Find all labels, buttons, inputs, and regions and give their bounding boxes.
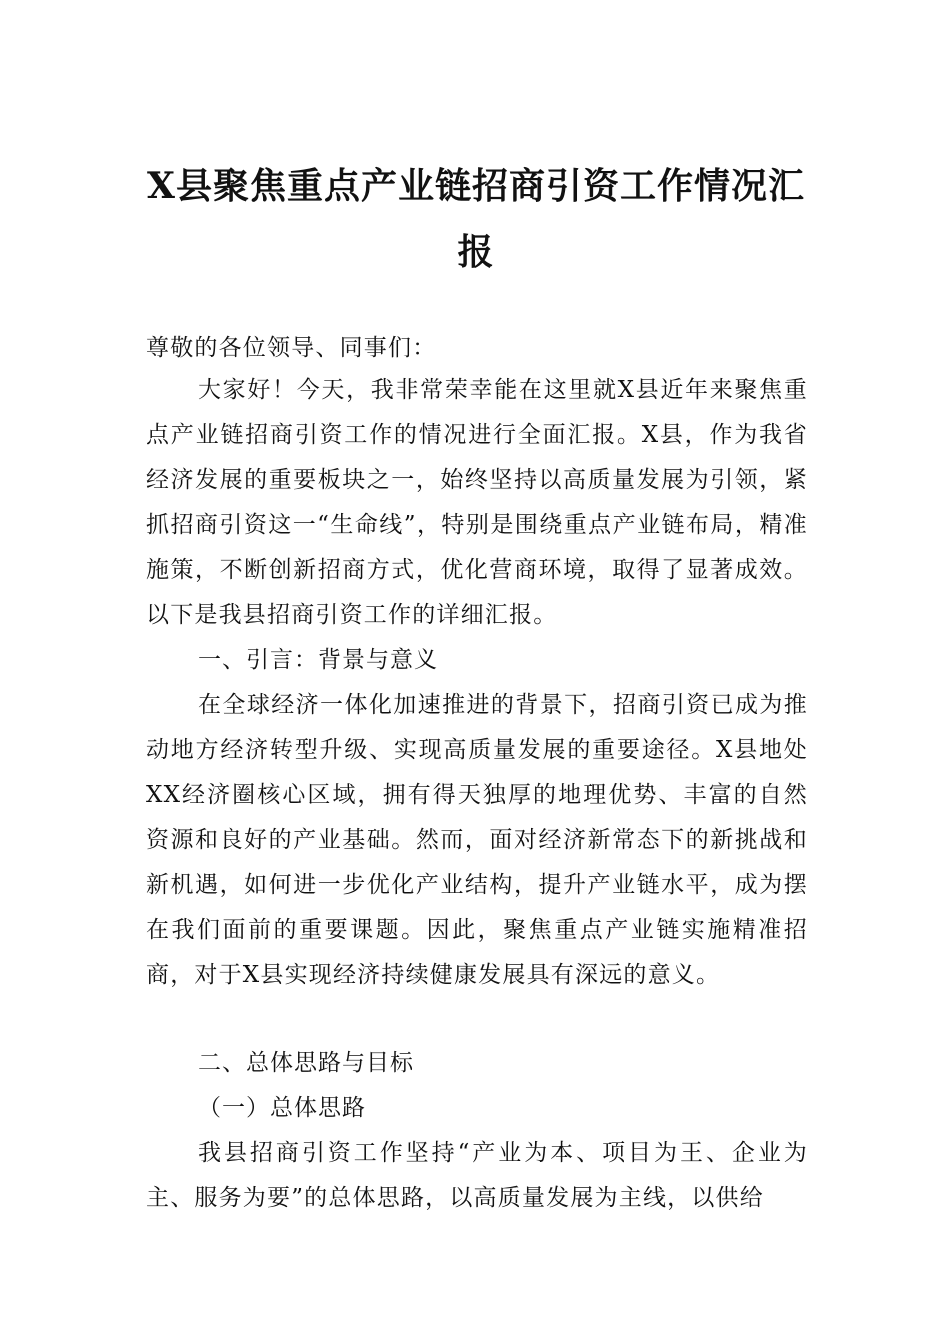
salutation: 尊敬的各位领导、同事们：	[146, 335, 437, 361]
document-title-line-1: X县聚焦重点产业链招商引资工作情况汇	[147, 165, 805, 207]
section-heading-2: 二、总体思路与目标	[198, 1050, 414, 1076]
paragraph-background: 在全球经济一体化加速推进的背景下，招商引资已成为推动地方经济转型升级、实现高质量发展的重要途径。X县地处XX经济圈核心区域，拥有得天独厚的地理优势、丰富的自然资源和良好的产业基础。然而，面对经济新常态下的新挑战和新机遇，如何进一步优化产业结构，提升产业链水平，成为摆在我们面前的重要课题。因此，聚焦重点产业链实施精准招商，对于X县实现经济持续健康发展具有深远的意义。	[146, 692, 808, 988]
paragraph-intro: 大家好！今天，我非常荣幸能在这里就X县近年来聚焦重点产业链招商引资工作的情况进行全面汇报。X县，作为我省经济发展的重要板块之一，始终坚持以高质量发展为引领，紧抓招商引资这一“生命线”，特别是围绕重点产业链布局，精准施策，不断创新招商方式，优化营商环境，取得了显著成效。以下是我县招商引资工作的详细汇报。	[146, 377, 808, 628]
paragraph-overall-approach: 我县招商引资工作坚持“产业为本、项目为王、企业为主、服务为要”的总体思路，以高质量发展为主线，以供给	[146, 1140, 808, 1211]
section-heading-1: 一、引言：背景与意义	[198, 647, 438, 673]
subsection-heading-1: （一）总体思路	[198, 1095, 366, 1121]
document-title-line-2: 报	[457, 231, 495, 273]
